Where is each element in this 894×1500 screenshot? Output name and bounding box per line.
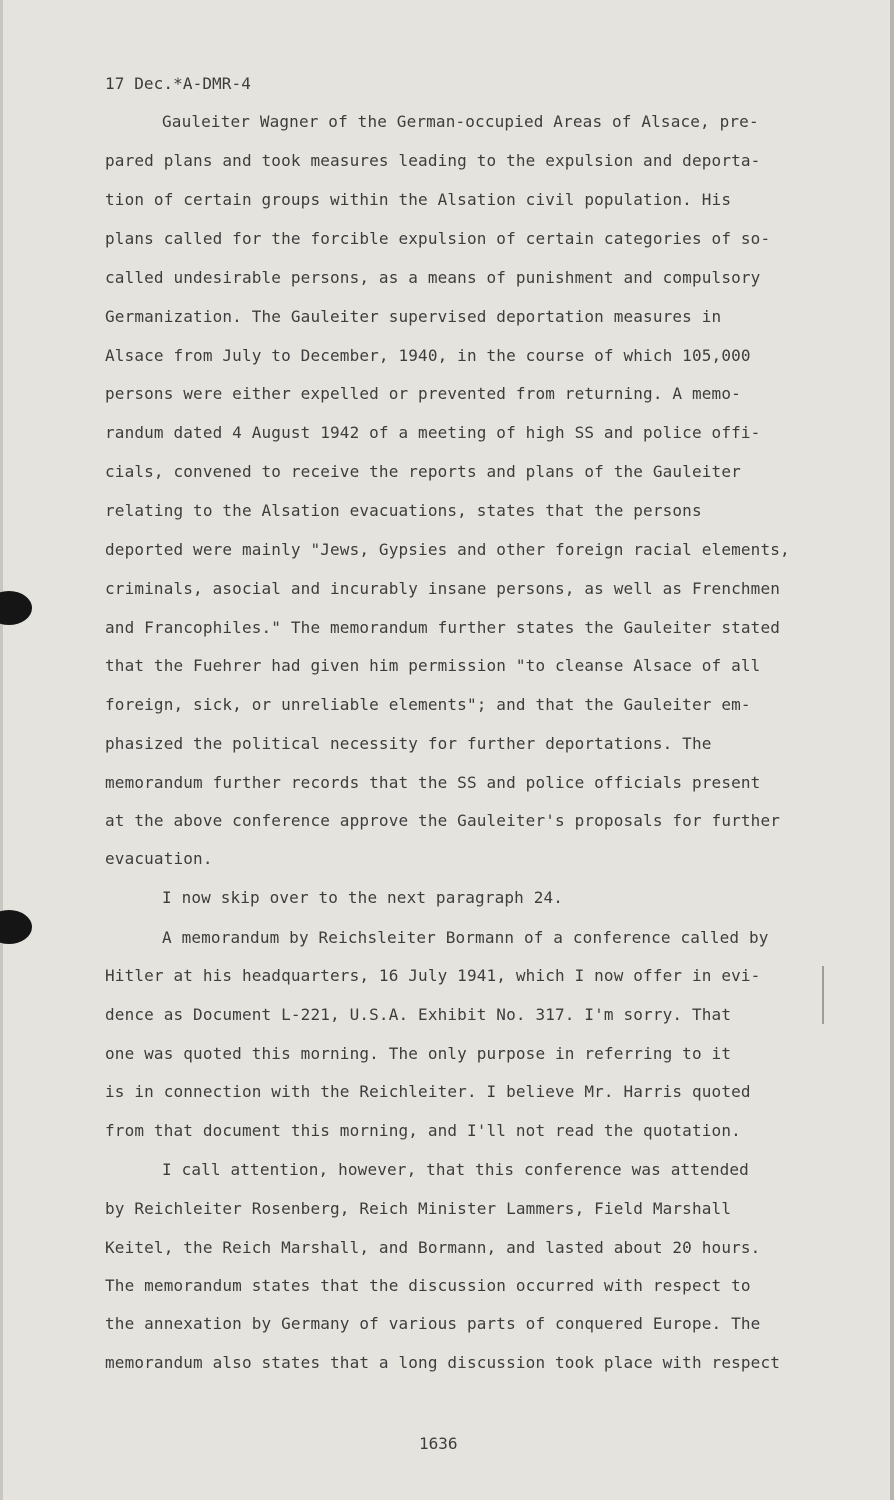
text-line: pared plans and took measures leading to the expulsion and deporta- — [105, 151, 761, 170]
text-line: from that document this morning, and I'll not read the quotation. — [105, 1121, 741, 1140]
text-line: deported were mainly "Jews, Gypsies and other foreign racial elements, — [105, 540, 790, 559]
text-line: memorandum also states that a long discussion took place with respect — [105, 1353, 781, 1372]
text-line: Keitel, the Reich Marshall, and Bormann, and lasted about 20 hours. — [105, 1238, 761, 1257]
text-line: memorandum further records that the SS and police officials present — [105, 773, 761, 792]
page-number: 1636 — [419, 1434, 458, 1453]
text-line: tion of certain groups within the Alsation civil population. His — [105, 190, 732, 209]
right-paper-edge — [890, 0, 894, 1500]
text-line: persons were either expelled or prevented from returning. A memo- — [105, 384, 741, 403]
text-line: the annexation by Germany of various parts of conquered Europe. The — [105, 1314, 761, 1333]
text-line: by Reichleiter Rosenberg, Reich Minister Lammers, Field Marshall — [105, 1199, 732, 1218]
text-line: is in connection with the Reichleiter. I believe Mr. Harris quoted — [105, 1082, 751, 1101]
text-line: and Francophiles." The memorandum further states the Gauleiter stated — [105, 618, 781, 637]
text-line: I call attention, however, that this conference was attended — [162, 1160, 749, 1179]
left-paper-edge — [0, 0, 3, 1500]
text-line: randum dated 4 August 1942 of a meeting of high SS and police offi- — [105, 423, 761, 442]
punch-hole-icon — [0, 591, 32, 625]
text-line: relating to the Alsation evacuations, states that the persons — [105, 501, 702, 520]
text-line: phasized the political necessity for further deportations. The — [105, 734, 712, 753]
text-line: Hitler at his headquarters, 16 July 1941, which I now offer in evi- — [105, 966, 761, 985]
text-line: called undesirable persons, as a means of punishment and compulsory — [105, 268, 761, 287]
text-line: criminals, asocial and incurably insane persons, as well as Frenchmen — [105, 579, 781, 598]
document-header: 17 Dec.*A-DMR-4 — [105, 74, 251, 93]
text-line: one was quoted this morning. The only purpose in referring to it — [105, 1044, 732, 1063]
text-line: Germanization. The Gauleiter supervised deportation measures in — [105, 307, 722, 326]
text-line: A memorandum by Reichsleiter Bormann of a conference called by — [162, 928, 769, 947]
text-line: foreign, sick, or unreliable elements"; and that the Gauleiter em- — [105, 695, 751, 714]
punch-hole-icon — [0, 910, 32, 944]
text-line: that the Fuehrer had given him permission "to cleanse Alsace of all — [105, 656, 761, 675]
margin-pencil-mark — [822, 966, 824, 1024]
text-line: The memorandum states that the discussion occurred with respect to — [105, 1276, 751, 1295]
text-line: Gauleiter Wagner of the German-occupied Areas of Alsace, pre- — [162, 112, 759, 131]
text-line: evacuation. — [105, 849, 213, 868]
text-line: at the above conference approve the Gauleiter's proposals for further — [105, 811, 781, 830]
text-line: cials, convened to receive the reports and plans of the Gauleiter — [105, 462, 741, 481]
text-line: plans called for the forcible expulsion of certain categories of so- — [105, 229, 771, 248]
text-line: I now skip over to the next paragraph 24. — [162, 888, 564, 907]
text-line: Alsace from July to December, 1940, in the course of which 105,000 — [105, 346, 751, 365]
text-line: dence as Document L-221, U.S.A. Exhibit No. 317. I'm sorry. That — [105, 1005, 732, 1024]
